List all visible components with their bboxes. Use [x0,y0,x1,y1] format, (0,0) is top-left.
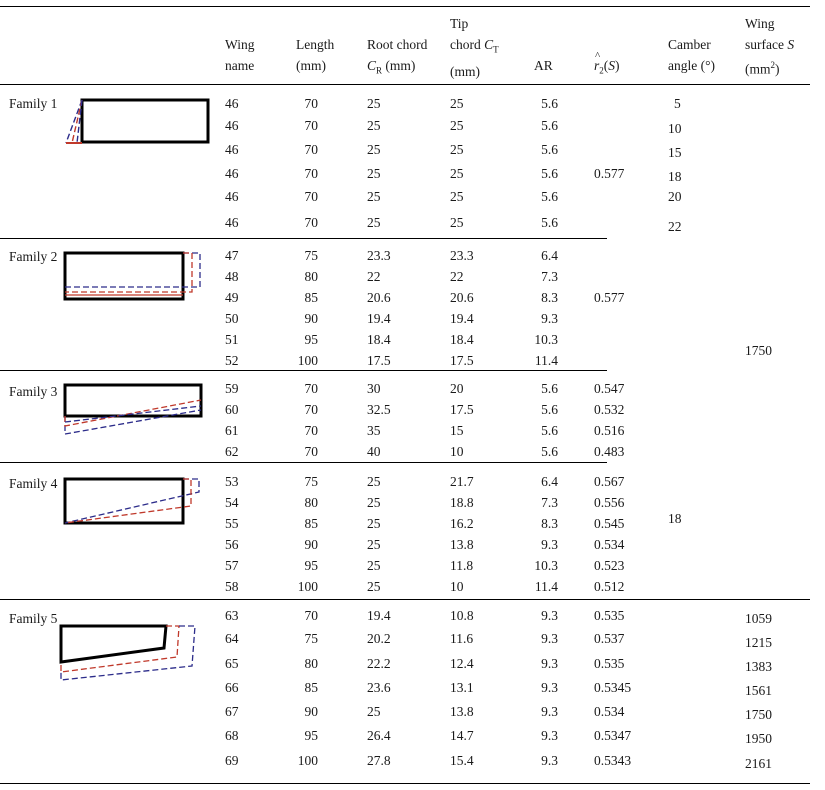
family-rule [0,238,607,239]
family-label: Family 3 [9,384,58,399]
header-length: Length (mm) [296,37,335,73]
bottom-rule [0,783,810,784]
header-wing-surface: Wing surface S $(mm^2)$ [745,16,795,77]
family-label: Family 2 [9,249,58,264]
family-label: Family 5 [9,611,58,626]
header-root-chord: Root chord $C_R$ (mm) [367,37,428,76]
header-aspect-ratio: AR [534,58,553,73]
family-rule [0,599,810,600]
header-r2: ^ $r_2(S)$ [594,50,620,76]
top-rule [0,6,810,7]
family-5-wing-diagram [58,622,208,684]
header-wing-name: Wing name [225,37,255,73]
r2-merged-cell: 0.577 [594,290,625,305]
header-camber-angle: Camber angle (°) [668,37,715,73]
camber-merged-cell: 18 [668,511,682,526]
family-label: Family 1 [9,96,58,111]
family-label: Family 4 [9,476,58,491]
r2-merged-cell: 0.577 [594,166,625,181]
family-2-wing-diagram [62,250,212,302]
family-3-wing-diagram [62,382,212,437]
family-1-wing-diagram [62,96,212,146]
family-rule [0,370,607,371]
family-4-wing-diagram [62,476,212,526]
header-tip-chord: Tip chord $C_T$ (mm) [450,16,499,79]
header-rule [0,84,810,85]
surface-merged-cell: 1750 [745,343,772,358]
family-rule [0,462,607,463]
